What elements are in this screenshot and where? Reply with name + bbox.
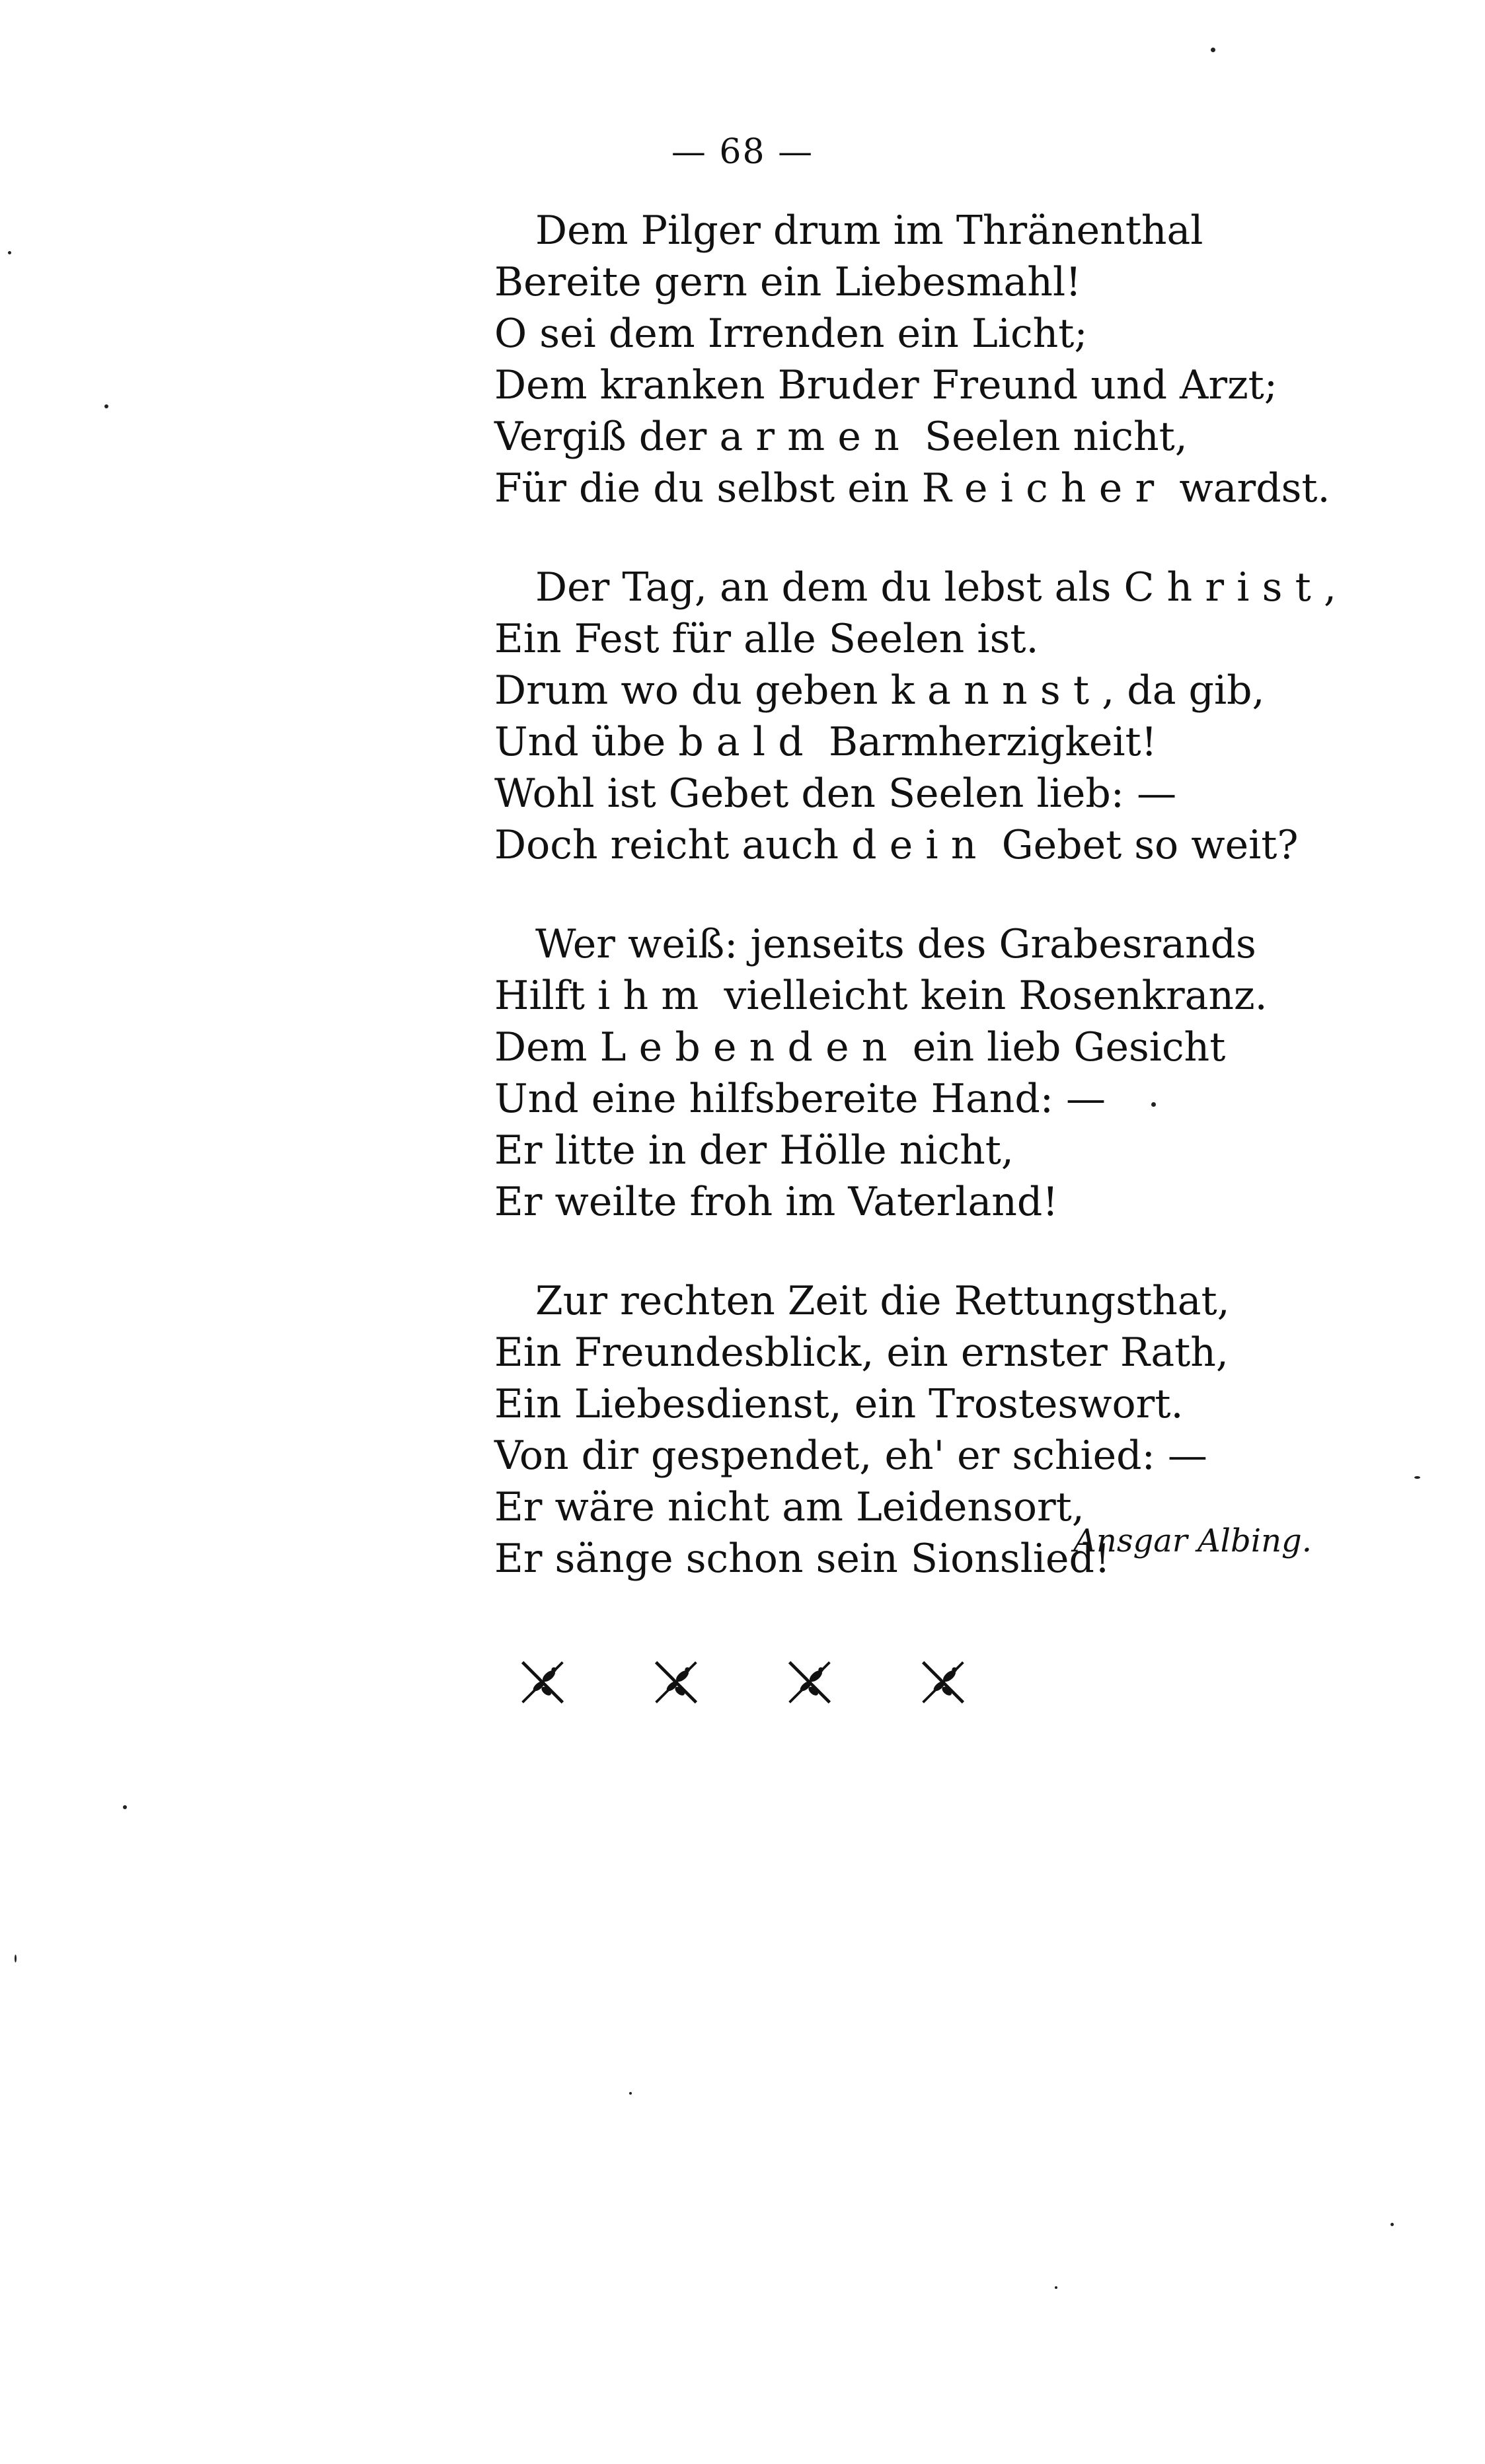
line-text: Ein Fest für alle Seelen ist. bbox=[494, 616, 1039, 662]
spaced-emphasis: kannst bbox=[890, 667, 1102, 714]
poem-line bbox=[494, 970, 1353, 1022]
poem-line bbox=[494, 308, 1353, 359]
sprig-ornament-icon bbox=[517, 1657, 568, 1707]
ornament-row bbox=[0, 1657, 1485, 1707]
poem-line bbox=[494, 1073, 1353, 1125]
spaced-emphasis: Lebenden bbox=[599, 1024, 900, 1070]
poem-line bbox=[494, 1176, 1353, 1228]
scan-speck bbox=[123, 1805, 127, 1809]
line-text: O sei dem Irrenden ein Licht; bbox=[494, 311, 1088, 357]
line-text: Gebet so weit? bbox=[989, 822, 1299, 868]
poem-line bbox=[494, 463, 1353, 514]
line-text: vielleicht kein Rosenkranz. bbox=[711, 973, 1268, 1019]
poem-line bbox=[494, 665, 1353, 716]
line-text: Bereite gern ein Liebesmahl! bbox=[494, 259, 1082, 305]
poem-line bbox=[494, 1125, 1353, 1176]
line-text: Wer weiß: jenseits des Grabesrands bbox=[535, 921, 1256, 967]
line-text: Dem Pilger drum im Thränenthal bbox=[535, 207, 1203, 254]
line-text: Ein Liebesdienst, ein Trosteswort. bbox=[494, 1381, 1184, 1427]
poem-line bbox=[494, 918, 1353, 970]
sprig-ornament-icon bbox=[784, 1657, 835, 1707]
scan-speck bbox=[104, 404, 108, 408]
poem-line bbox=[494, 562, 1353, 613]
line-text: Drum wo du geben bbox=[494, 667, 891, 714]
line-text: Ein Freundesblick, ein ernster Rath, bbox=[494, 1329, 1229, 1376]
line-text: Für die du selbst ein bbox=[494, 465, 922, 511]
line-text: Seelen nicht, bbox=[911, 414, 1188, 460]
line-text: Wohl ist Gebet den Seelen lieb: — bbox=[494, 770, 1177, 817]
spaced-emphasis: dein bbox=[851, 822, 989, 868]
poem-line bbox=[494, 359, 1353, 411]
scan-speck bbox=[1055, 2286, 1057, 2289]
poem-line bbox=[494, 1275, 1353, 1327]
scan-speck bbox=[1390, 2223, 1394, 2226]
poem-line bbox=[494, 819, 1353, 871]
poem-line bbox=[494, 768, 1353, 819]
line-text: Doch reicht auch bbox=[494, 822, 852, 868]
line-text: Und eine hilfsbereite Hand: — bbox=[494, 1076, 1106, 1122]
poem-line bbox=[494, 716, 1353, 768]
line-text: Er weilte froh im Vaterland! bbox=[494, 1179, 1059, 1225]
line-text: , da gib, bbox=[1102, 667, 1265, 714]
scan-speck bbox=[1211, 48, 1215, 52]
page-number: — 68 — bbox=[671, 132, 814, 172]
sprig-ornament-icon bbox=[651, 1657, 701, 1707]
line-text: Zur rechten Zeit die Rettungsthat, bbox=[535, 1278, 1230, 1324]
poem-line bbox=[494, 256, 1353, 308]
line-text: Hilft bbox=[494, 973, 598, 1019]
poem bbox=[494, 205, 1353, 1632]
stanza bbox=[494, 562, 1353, 871]
spaced-emphasis: armen bbox=[719, 414, 912, 460]
scan-speck bbox=[8, 251, 11, 254]
scan-speck bbox=[1414, 1476, 1420, 1479]
line-text: wardst. bbox=[1166, 465, 1330, 511]
line-text: Von dir gespendet, eh' er schied: — bbox=[494, 1433, 1207, 1479]
line-text: Vergiß der bbox=[494, 414, 720, 460]
line-text: Dem bbox=[494, 1024, 600, 1070]
poem-line bbox=[494, 1022, 1353, 1073]
sprig-ornament-icon bbox=[918, 1657, 968, 1707]
line-text: Dem kranken Bruder Freund und Arzt; bbox=[494, 362, 1277, 408]
poem-line bbox=[494, 1327, 1353, 1378]
line-text: Barmherzigkeit! bbox=[816, 719, 1157, 765]
spaced-emphasis: bald bbox=[678, 719, 816, 765]
line-text: Er sänge schon sein Sionslied! bbox=[494, 1536, 1111, 1582]
scan-speck bbox=[1151, 1102, 1156, 1107]
spaced-emphasis: ihm bbox=[597, 973, 712, 1019]
line-text: ein lieb Gesicht bbox=[899, 1024, 1226, 1070]
spaced-emphasis: Christ bbox=[1123, 564, 1324, 611]
stanza bbox=[494, 205, 1353, 514]
line-text: Der Tag, an dem du lebst als bbox=[535, 564, 1124, 611]
scan-speck bbox=[15, 1955, 17, 1962]
line-text: Er wäre nicht am Leidensort, bbox=[494, 1484, 1085, 1530]
poem-line bbox=[494, 1430, 1353, 1481]
scan-speck bbox=[629, 2092, 632, 2095]
poem-line bbox=[494, 411, 1353, 463]
line-text: Und übe bbox=[494, 719, 679, 765]
poem-line bbox=[494, 205, 1353, 256]
line-text: Er litte in der Hölle nicht, bbox=[494, 1127, 1014, 1174]
poem-line bbox=[494, 613, 1353, 665]
spaced-emphasis: Reicher bbox=[921, 465, 1167, 511]
poem-line bbox=[494, 1378, 1353, 1430]
line-text: , bbox=[1323, 564, 1337, 611]
stanza bbox=[494, 918, 1353, 1228]
author-signature: Ansgar Albing. bbox=[1073, 1522, 1312, 1559]
